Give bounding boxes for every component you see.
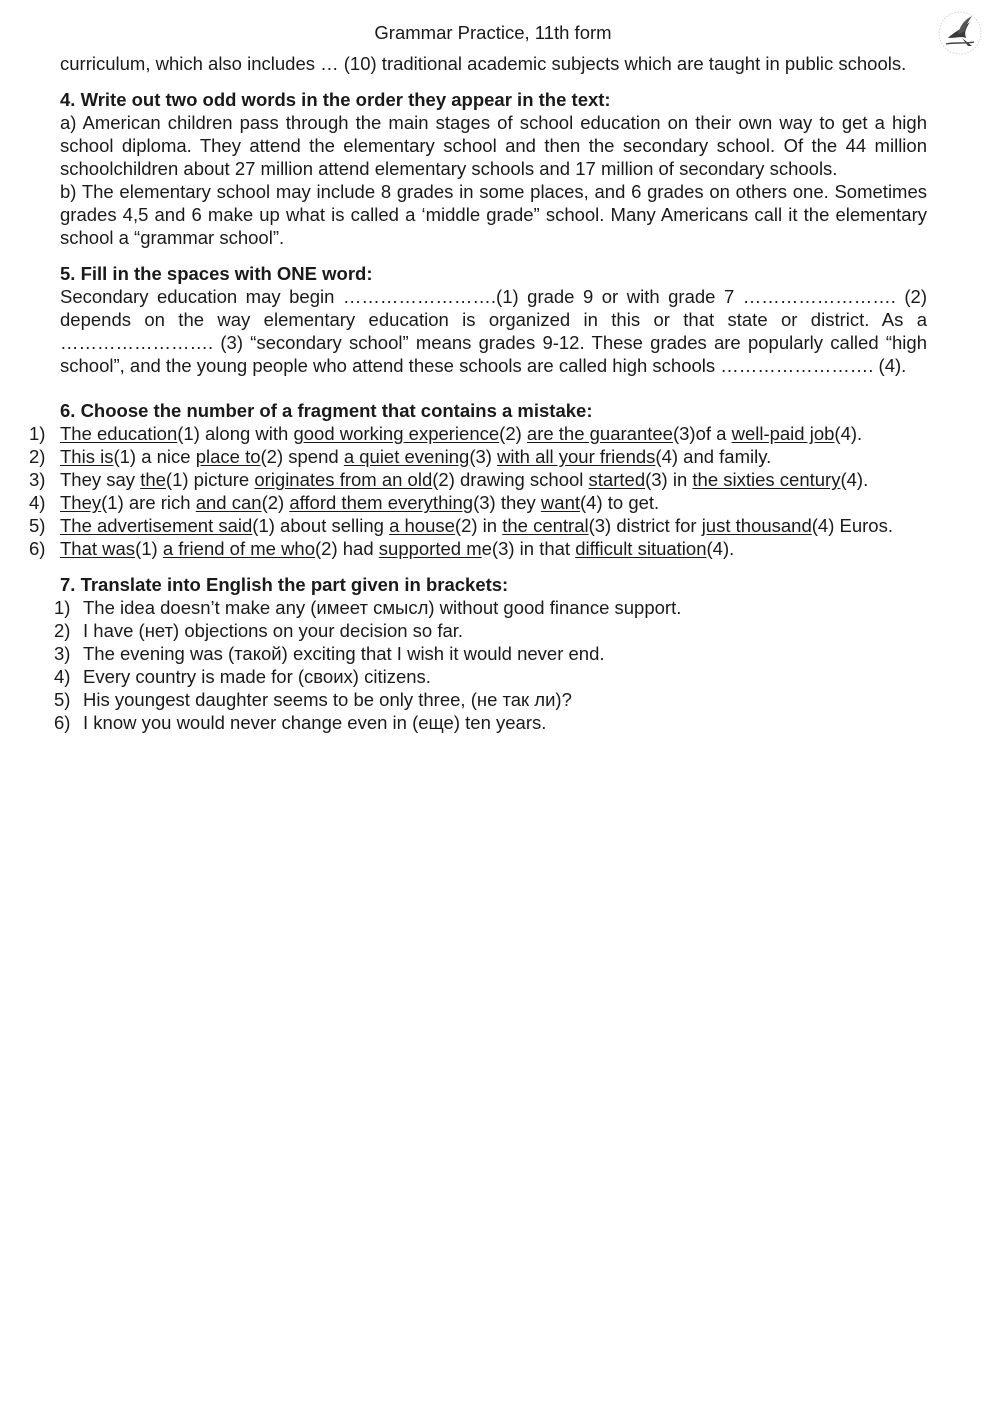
sentence-text: (2) drawing school xyxy=(432,469,589,490)
section-4-paragraph-a: a) American children pass through the main stages of school education on their own way to get a high school diploma. They attend the elementary school and then the secondary school. Of the 44 million schoolchildren about 27 million attend elementary schools and 17 million of secondary schools. xyxy=(60,112,927,179)
translate-item xyxy=(54,665,927,688)
item-number: 4) xyxy=(29,492,46,513)
item-number: 6) xyxy=(54,712,71,733)
sentence-text: (4) and family. xyxy=(655,446,772,467)
mistake-item xyxy=(29,514,949,537)
underlined-fragment: and can xyxy=(195,492,262,513)
section-4 xyxy=(60,88,927,249)
section-6-heading: 6. Choose the number of a fragment that contains a mistake: xyxy=(60,400,593,421)
underlined-fragment: a friend of me who xyxy=(162,538,316,559)
item-number: 6) xyxy=(29,538,46,559)
mistake-item xyxy=(29,445,949,468)
sentence-text: (1) picture xyxy=(165,469,255,490)
item-number: 5) xyxy=(54,689,71,710)
underlined-fragment: This is xyxy=(60,446,114,467)
page-title: Grammar Practice, 11th form xyxy=(374,22,612,43)
underlined-fragment: good working experience xyxy=(293,423,500,444)
underlined-fragment: are the guarantee xyxy=(526,423,673,444)
translate-sentence: His youngest daughter seems to be only three, (не так ли)? xyxy=(83,689,572,710)
section-5 xyxy=(60,262,927,377)
section-4-heading: 4. Write out two odd words in the order they appear in the text: xyxy=(60,89,611,110)
item-number: 1) xyxy=(29,423,46,444)
underlined-fragment: the central xyxy=(502,515,589,536)
underlined-fragment: The advertisement said xyxy=(60,515,253,536)
underlined-fragment: difficult situation xyxy=(575,538,707,559)
sentence-text: (2) in xyxy=(454,515,503,536)
item-number: 1) xyxy=(54,597,71,618)
translate-item xyxy=(54,688,927,711)
mistake-item xyxy=(29,537,949,560)
worksheet-body xyxy=(29,52,927,734)
sentence-text: (4) to get. xyxy=(580,492,660,513)
item-number: 2) xyxy=(54,620,71,641)
underlined-fragment: supported m xyxy=(378,538,482,559)
translate-sentence: The idea doesn’t make any (имеет смысл) without good finance support. xyxy=(83,597,682,618)
underlined-fragment: a quiet evening xyxy=(343,446,470,467)
sentence-text: (3) xyxy=(469,446,498,467)
sentence-text: (4) Euros. xyxy=(811,515,893,536)
underlined-fragment: afford them everything xyxy=(289,492,474,513)
sentence-text: (1) a nice xyxy=(113,446,196,467)
sentence-text: (3) district for xyxy=(588,515,702,536)
sentence-text: (2) spend xyxy=(260,446,344,467)
translate-item xyxy=(54,596,927,619)
underlined-fragment: just thousand xyxy=(701,515,812,536)
underlined-fragment: a house xyxy=(389,515,455,536)
underlined-fragment: want xyxy=(540,492,580,513)
item-number: 5) xyxy=(29,515,46,536)
sentence-text: (3)of a xyxy=(672,423,732,444)
section-6 xyxy=(29,399,927,560)
sentence-text: (4). xyxy=(834,423,863,444)
section-7 xyxy=(54,573,927,734)
sentence-text: (2) xyxy=(499,423,527,444)
section-5-paragraph: Secondary education may begin …………………….(1) grade 9 or with grade 7 ……………………. (2) depends on the way elementary education is organized in this or that state or district. As a ……………………. (3) “secondary school” means grades 9-12. These grades are popularly called “high school”, and the young people who attend these schools are called high schools ……………………. (4). xyxy=(60,286,927,376)
translate-item xyxy=(54,619,927,642)
translate-item xyxy=(54,711,927,734)
section-7-heading: 7. Translate into English the part given in brackets: xyxy=(60,574,509,595)
sentence-text: They say xyxy=(60,469,141,490)
mistake-item xyxy=(29,491,949,514)
mistake-item xyxy=(29,468,949,491)
sentence-text: (3) in xyxy=(645,469,693,490)
underlined-fragment: started xyxy=(588,469,646,490)
underlined-fragment: the xyxy=(140,469,166,490)
sentence-text: (1) along with xyxy=(177,423,294,444)
underlined-fragment: originates from an old xyxy=(254,469,433,490)
sentence-text: (4). xyxy=(706,538,735,559)
underlined-fragment: well-paid job xyxy=(731,423,835,444)
section-5-heading: 5. Fill in the spaces with ONE word: xyxy=(60,263,373,284)
sentence-text: (2) xyxy=(261,492,290,513)
mistake-item xyxy=(29,422,949,445)
sentence-text: e(3) in that xyxy=(481,538,576,559)
item-number: 3) xyxy=(29,469,46,490)
intro-paragraph: curriculum, which also includes … (10) traditional academic subjects which are taught in public schools. xyxy=(60,53,907,74)
item-number: 4) xyxy=(54,666,71,687)
sentence-text: (1) are rich xyxy=(101,492,196,513)
underlined-fragment: They xyxy=(60,492,102,513)
translate-list xyxy=(54,596,927,734)
translate-sentence: I know you would never change even in (еще) ten years. xyxy=(83,712,547,733)
translate-sentence: The evening was (такой) exciting that I wish it would never end. xyxy=(83,643,605,664)
underlined-fragment: with all your friends xyxy=(497,446,656,467)
sentence-text: (2) had xyxy=(315,538,379,559)
item-number: 2) xyxy=(29,446,46,467)
underlined-fragment: place to xyxy=(195,446,261,467)
sentence-text: (4). xyxy=(840,469,869,490)
translate-item xyxy=(54,642,927,665)
sentence-text: (3) they xyxy=(473,492,541,513)
sentence-text: (1) about selling xyxy=(252,515,390,536)
item-number: 3) xyxy=(54,643,71,664)
underlined-fragment: That was xyxy=(60,538,136,559)
sentence-text: (1) xyxy=(135,538,163,559)
translate-sentence: I have (нет) objections on your decision so far. xyxy=(83,620,464,641)
mistakes-list xyxy=(29,422,949,560)
section-4-paragraph-b: b) The elementary school may include 8 grades in some places, and 6 grades on others one. Sometimes grades 4,5 and 6 make up what is called a ‘middle grade” school. Many Americans call it the elementary school a “grammar school”. xyxy=(60,181,927,248)
underlined-fragment: the sixties century xyxy=(692,469,841,490)
underlined-fragment: The education xyxy=(60,423,178,444)
translate-sentence: Every country is made for (своих) citizens. xyxy=(83,666,431,687)
school-logo xyxy=(936,8,984,58)
